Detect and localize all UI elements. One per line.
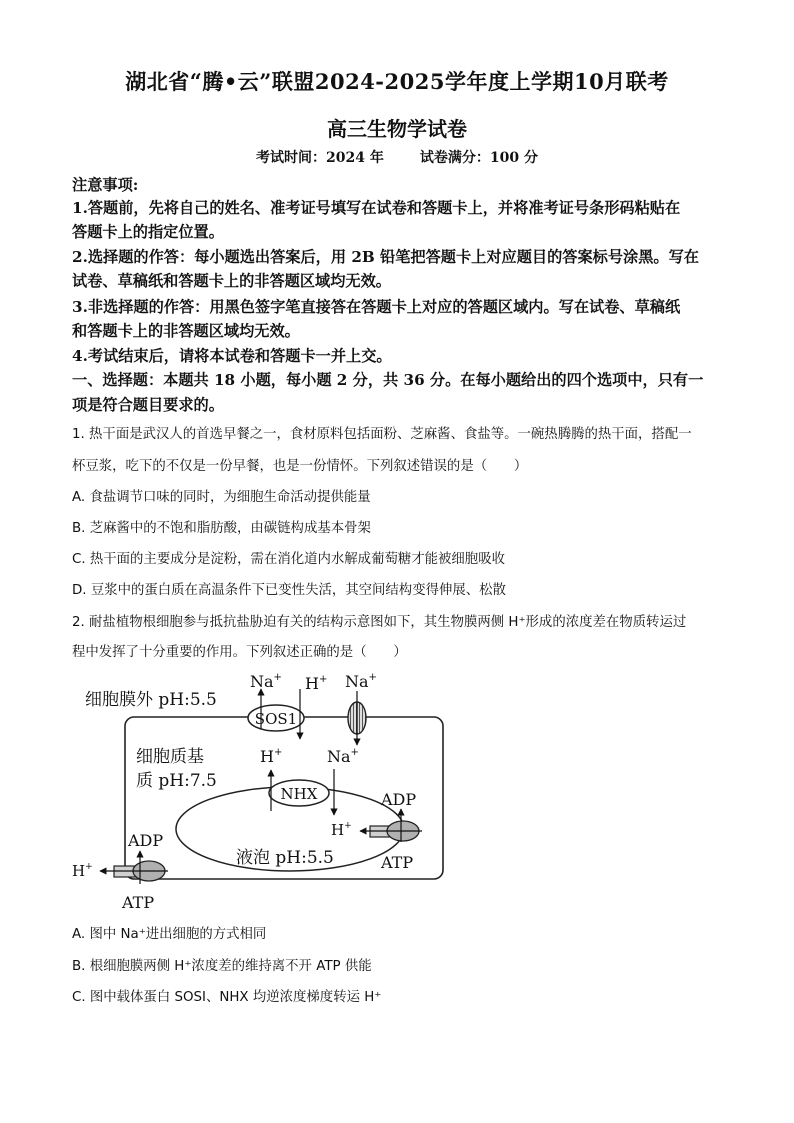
section-heading: 一、选择题：本题共 18 小题，每小题 2 分，共 36 分。在每小题给出的四个选项中，只有一 <box>72 371 704 389</box>
note-line: 和答题卡上的非答题区域均无效。 <box>72 322 300 340</box>
note-line: 1.答题前，先将自己的姓名、准考证号填写在试卷和答题卡上，并将准考证号条形码粘贴在 <box>72 199 681 217</box>
cell-transport-diagram <box>70 665 470 915</box>
vacuole-ph-label: 液泡 pH:5.5 <box>236 848 334 868</box>
adp-label-vacuole: ADP <box>381 790 417 809</box>
q1-option-d: D. 豆浆中的蛋白质在高温条件下已变性失活，其空间结构变得伸展、松散 <box>72 583 506 598</box>
na-label-nhx: Na+ <box>327 747 359 766</box>
note-line: 2.选择题的作答：每小题选出答案后，用 2B 铅笔把答题卡上对应题目的答案标号涂黑。写在 <box>72 248 699 266</box>
full-score: 试卷满分：100 分 <box>419 150 538 166</box>
nhx-label: NHX <box>280 785 318 803</box>
notes-heading: 注意事项: <box>72 176 139 194</box>
h-label-nhx: H+ <box>260 747 283 766</box>
q1-option-a: A. 食盐调节口味的同时，为细胞生命活动提供能量 <box>72 490 371 505</box>
exam-time: 考试时间：2024 年 <box>256 150 384 166</box>
exam-meta <box>0 147 794 167</box>
h-label-vacuole-pump: H+ <box>331 821 352 839</box>
h-label-membrane-pump: H+ <box>72 862 93 880</box>
q2-option-b: B. 根细胞膜两侧 H⁺浓度差的维持离不开 ATP 供能 <box>72 959 372 974</box>
exam-subtitle: 高三生物学试卷 <box>327 117 467 141</box>
section-heading-cont: 项是符合题目要求的。 <box>72 396 224 414</box>
q2-stem: 2. 耐盐植物根细胞参与抵抗盐胁迫有关的结构示意图如下，其生物膜两侧 H⁺形成的浓度差在物质转运过 <box>72 615 687 630</box>
q1-option-b: B. 芝麻酱中的不饱和脂肪酸，由碳链构成基本骨架 <box>72 521 371 536</box>
q1-stem: 1. 热干面是武汉人的首选早餐之一，食材原料包括面粉、芝麻酱、食盐等。一碗热腾腾的热干面，搭配一 <box>72 427 692 442</box>
na-label-channel: Na+ <box>345 672 377 691</box>
outside-ph-label: 细胞膜外 pH:5.5 <box>85 690 217 710</box>
atp-label-vacuole: ATP <box>381 853 414 872</box>
note-line: 答题卡上的指定位置。 <box>72 223 224 241</box>
note-line: 试卷、草稿纸和答题卡上的非答题区域均无效。 <box>72 272 391 290</box>
cytoplasm-ph-label-2: 质 pH:7.5 <box>136 771 217 791</box>
q1-option-c: C. 热干面的主要成分是淀粉，需在消化道内水解成葡萄糖才能被细胞吸收 <box>72 552 505 567</box>
q1-stem-cont: 杯豆浆，吃下的不仅是一份早餐，也是一份情怀。下列叙述错误的是（ ） <box>72 459 528 474</box>
atp-label-membrane: ATP <box>122 893 155 912</box>
q2-option-a: A. 图中 Na⁺进出细胞的方式相同 <box>72 927 267 942</box>
sos1-label: SOS1 <box>254 710 298 728</box>
adp-label-membrane: ADP <box>128 831 164 850</box>
q2-stem-cont: 程中发挥了十分重要的作用。下列叙述正确的是（ ） <box>72 645 407 660</box>
q2-option-c: C. 图中载体蛋白 SOSI、NHX 均逆浓度梯度转运 H⁺ <box>72 990 382 1005</box>
na-label-sos1: Na+ <box>250 672 282 691</box>
h-label-sos1: H+ <box>305 674 328 693</box>
exam-title: 湖北省“腾•云”联盟2024-2025学年度上学期10月联考 <box>125 69 669 94</box>
cytoplasm-ph-label-1: 细胞质基 <box>136 747 204 767</box>
note-line: 4.考试结束后，请将本试卷和答题卡一并上交。 <box>72 347 392 365</box>
note-line: 3.非选择题的作答：用黑色签字笔直接答在答题卡上对应的答题区域内。写在试卷、草稿纸 <box>72 298 681 316</box>
